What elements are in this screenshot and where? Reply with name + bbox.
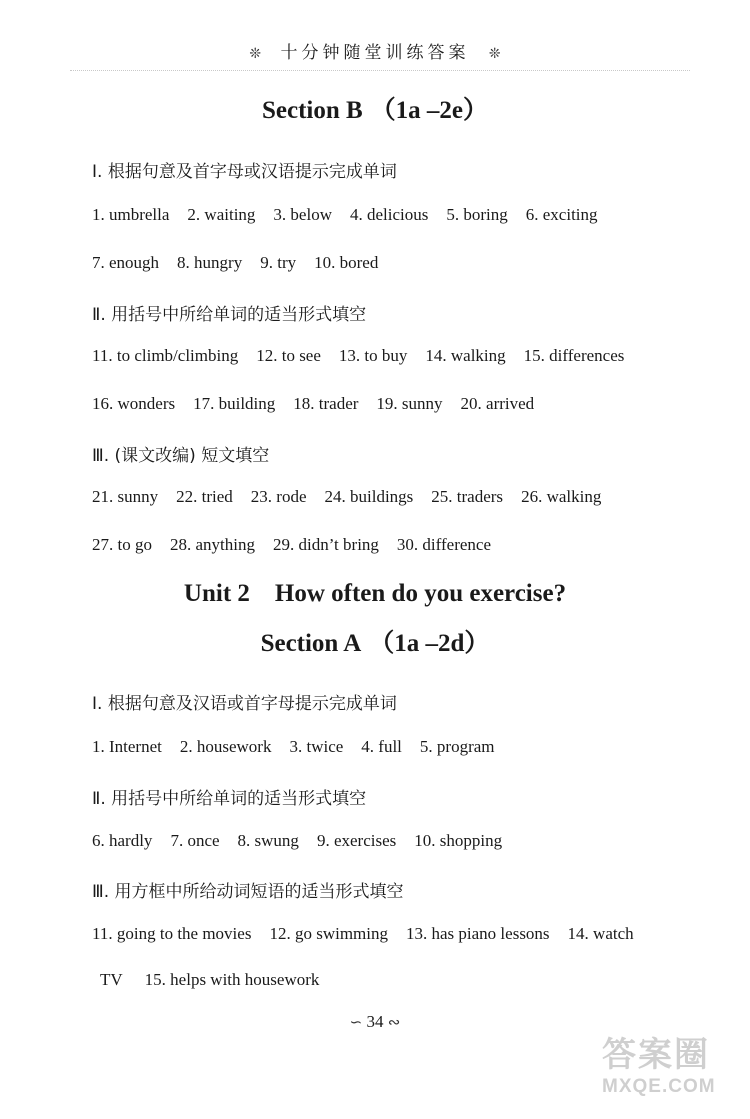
answer-item: 23. rode	[250, 487, 307, 506]
answer-item: 6. hardly	[92, 831, 153, 850]
answer-row	[92, 205, 598, 225]
answer-row	[92, 253, 378, 273]
swirl-left-icon: ∽	[349, 1015, 363, 1031]
answer-item: 4. delicious	[349, 205, 429, 224]
answer-item: 24. buildings	[324, 487, 414, 506]
answer-item: 13. to buy	[338, 346, 408, 365]
answer-item: 8. hungry	[177, 253, 243, 272]
answer-item: 18. trader	[293, 394, 359, 413]
answer-item: 2. waiting	[187, 205, 256, 224]
header-divider	[70, 70, 690, 71]
page-header	[0, 36, 750, 70]
answer-item: 27. to go	[92, 535, 152, 554]
answer-item: 6. exciting	[525, 205, 598, 224]
answer-item: 11. going to the movies	[92, 924, 252, 943]
answer-item: 14. watch	[567, 924, 634, 943]
answer-row	[92, 924, 634, 944]
section-title: Section A	[260, 630, 362, 657]
part-title: Ⅱ. 用括号中所给单词的适当形式填空	[92, 789, 367, 809]
answer-item: 12. go swimming	[269, 924, 388, 943]
answer-item: 10. bored	[314, 253, 379, 272]
answer-item: 15. helps with housework	[144, 970, 320, 989]
part-title: Ⅱ. 用括号中所给单词的适当形式填空	[92, 305, 367, 325]
answer-item: 14. walking	[425, 346, 506, 365]
part-title: Ⅰ. 根据句意及汉语或首字母提示完成单词	[92, 694, 397, 714]
answer-row	[92, 487, 601, 507]
part-title: Ⅰ. 根据句意及首字母或汉语提示完成单词	[92, 162, 397, 182]
answer-item: 9. exercises	[316, 831, 397, 850]
section-heading	[0, 90, 750, 126]
answer-item: 4. full	[361, 737, 402, 756]
header-title: 十分钟随堂训练答案	[280, 43, 470, 63]
flower-ornament-icon: ❊	[249, 46, 262, 62]
answer-item: 30. difference	[396, 535, 492, 554]
watermark-logo-text: 答案圈	[602, 1035, 710, 1075]
answer-item: 29. didn’t bring	[272, 535, 379, 554]
answer-item: 15. differences	[523, 346, 625, 365]
site-watermark	[602, 1027, 742, 1113]
answer-item: 22. tried	[176, 487, 233, 506]
section-range: （1a –2e）	[370, 97, 489, 124]
unit-heading: Unit 2 How often do you exercise?	[183, 580, 567, 607]
answer-item: 26. walking	[521, 487, 602, 506]
answer-item: 16. wonders	[92, 394, 176, 413]
answer-row	[92, 831, 502, 851]
answer-item: TV	[100, 970, 123, 989]
answer-item: 25. traders	[431, 487, 504, 506]
answer-row	[100, 970, 319, 990]
answer-item: 20. arrived	[460, 394, 535, 413]
answer-item: 11. to climb/climbing	[92, 346, 239, 365]
answer-item: 7. enough	[92, 253, 160, 272]
answer-item: 5. boring	[446, 205, 508, 224]
answer-row	[92, 346, 624, 366]
section-heading	[0, 623, 750, 659]
answer-item: 12. to see	[256, 346, 321, 365]
swirl-right-icon: ∾	[387, 1015, 401, 1031]
answer-row	[92, 394, 534, 414]
answer-item: 8. swung	[237, 831, 299, 850]
answer-row	[92, 737, 495, 757]
answer-item: 13. has piano lessons	[406, 924, 550, 943]
answer-item: 7. once	[170, 831, 220, 850]
answer-item: 10. shopping	[414, 831, 503, 850]
answer-item: 3. below	[273, 205, 332, 224]
answer-item: 21. sunny	[92, 487, 159, 506]
flower-ornament-icon: ❊	[488, 46, 501, 62]
part-title: Ⅲ. 用方框中所给动词短语的适当形式填空	[92, 882, 404, 902]
answer-row	[92, 535, 491, 555]
answer-item: 1. Internet	[92, 737, 162, 756]
answer-item: 1. umbrella	[92, 205, 170, 224]
watermark-url-text: MXQE.COM	[602, 1076, 716, 1097]
section-title: Section B	[261, 97, 363, 124]
answer-item: 3. twice	[289, 737, 344, 756]
answer-item: 28. anything	[169, 535, 255, 554]
answer-item: 19. sunny	[376, 394, 443, 413]
answer-item: 5. program	[419, 737, 495, 756]
section-range: （1a –2d）	[369, 630, 490, 657]
part-title: Ⅲ. (课文改编) 短文填空	[92, 446, 270, 466]
page-number: 34	[366, 1012, 384, 1031]
answer-item: 17. building	[193, 394, 276, 413]
answer-item: 2. housework	[179, 737, 272, 756]
answer-item: 9. try	[260, 253, 297, 272]
